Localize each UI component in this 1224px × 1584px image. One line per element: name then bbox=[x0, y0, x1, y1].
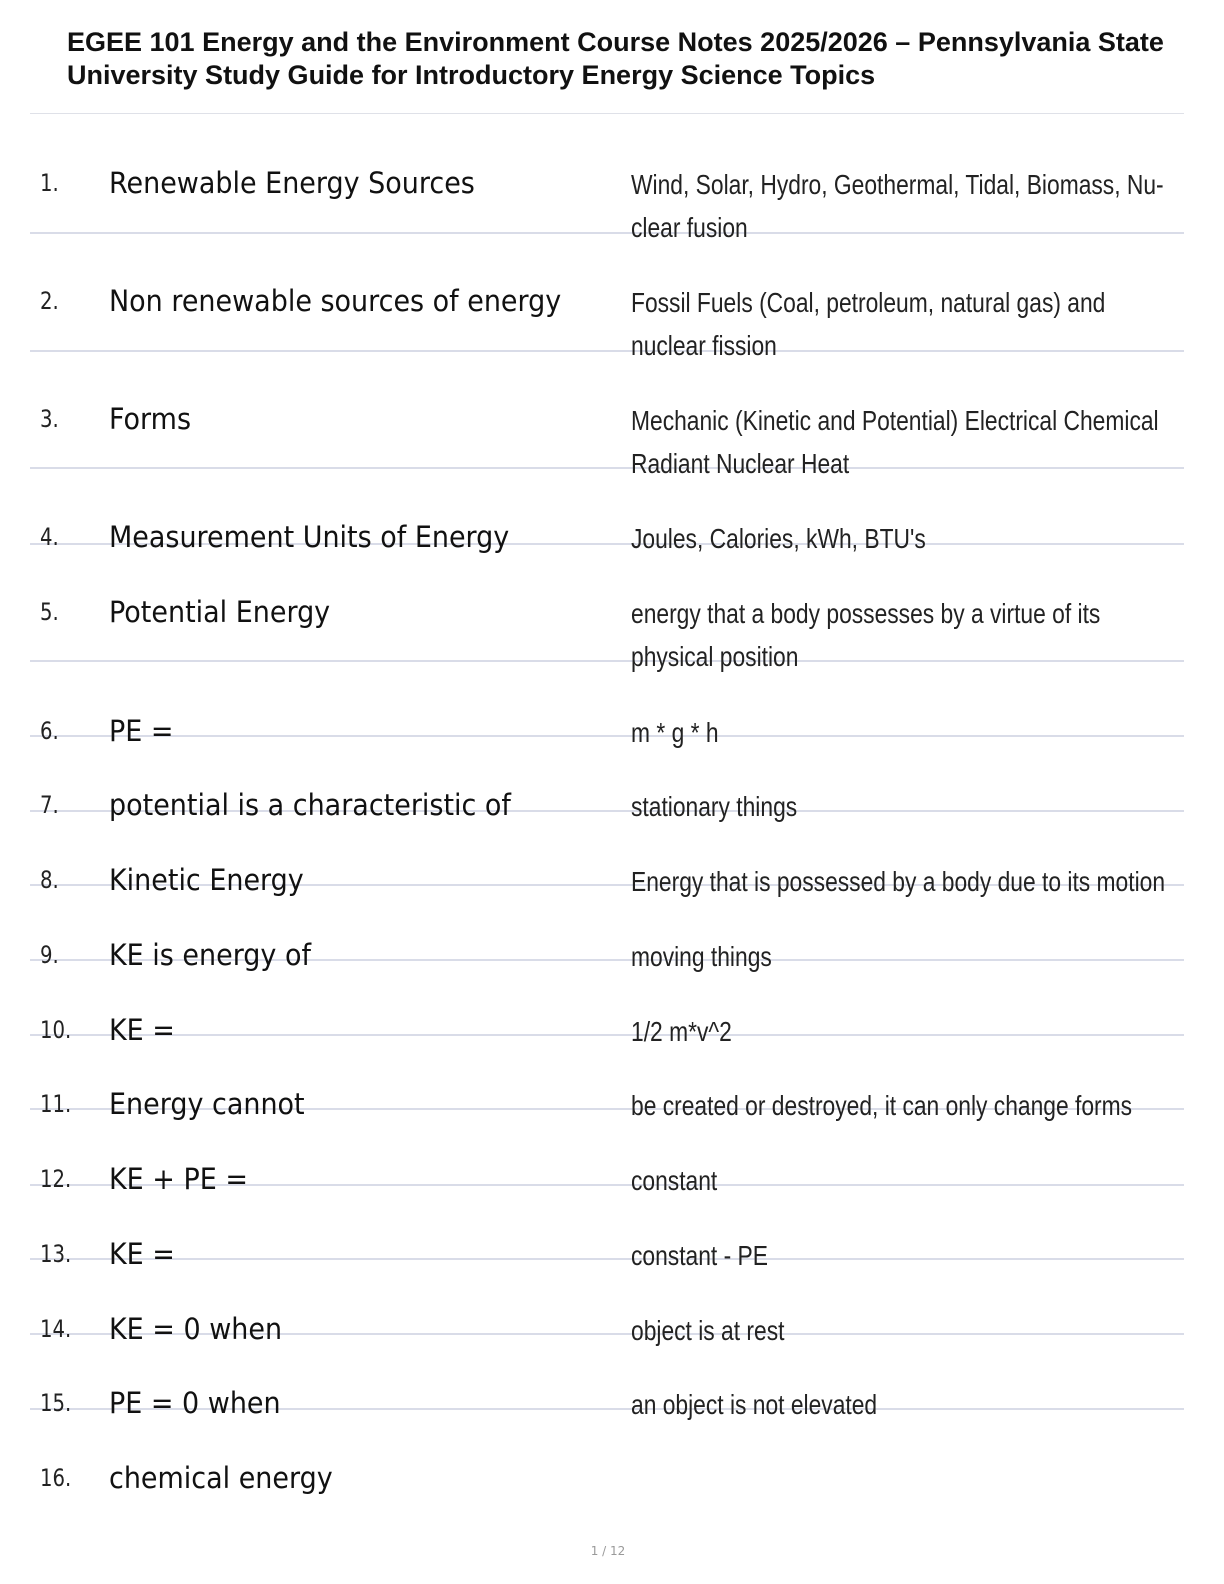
card-term-text: potential is a characteristic of bbox=[109, 788, 511, 822]
card-definition: m * g * h bbox=[631, 717, 719, 748]
card-term-text: PE = bbox=[109, 714, 174, 748]
card-definition: Fossil Fuels (Coal, petroleum, natural gas) and nuclear fission bbox=[631, 287, 1106, 361]
card-number: 8. bbox=[40, 866, 59, 894]
card-term-text: Non renewable sources of energy bbox=[109, 284, 562, 318]
card-number: 9. bbox=[40, 941, 59, 969]
card-term-text: Potential Energy bbox=[109, 595, 331, 629]
card-number: 2. bbox=[40, 287, 59, 315]
card-term-text: chemical energy bbox=[109, 1461, 333, 1495]
card-term-text: PE = 0 when bbox=[109, 1386, 281, 1420]
card-term bbox=[109, 1010, 629, 1050]
card-definition: energy that a body possesses by a virtue of its physical position bbox=[631, 598, 1101, 672]
card-number: 1. bbox=[40, 169, 59, 197]
card-number: 6. bbox=[40, 717, 59, 745]
card-term bbox=[109, 399, 629, 439]
card-term-text: KE = bbox=[109, 1237, 175, 1271]
card-number: 15. bbox=[40, 1389, 72, 1417]
card-number: 11. bbox=[40, 1090, 72, 1118]
card-term-text: KE = 0 when bbox=[109, 1312, 283, 1346]
card-term-text: KE = bbox=[109, 1013, 175, 1047]
card-term bbox=[109, 163, 629, 203]
card-definition: constant bbox=[631, 1165, 718, 1196]
card-term-text: Renewable Energy Sources bbox=[109, 166, 475, 200]
card-term bbox=[109, 935, 629, 975]
card-term-text: Forms bbox=[109, 402, 191, 436]
card-definition: be created or destroyed, it can only change forms bbox=[631, 1090, 1133, 1121]
card-term-text: KE is energy of bbox=[109, 938, 311, 972]
card-number: 10. bbox=[40, 1016, 72, 1044]
card-term bbox=[109, 785, 629, 825]
card-term-text: Energy cannot bbox=[109, 1087, 305, 1121]
card-definition: an object is not elevated bbox=[631, 1389, 878, 1420]
card-number: 7. bbox=[40, 791, 59, 819]
card-term-text: KE + PE = bbox=[109, 1162, 248, 1196]
card-definition: Mechanic (Kinetic and Potential) Electrical Chemical Radiant Nuclear Heat bbox=[631, 405, 1159, 479]
page-indicator: 1 / 12 bbox=[590, 1544, 626, 1558]
card-term bbox=[109, 1234, 629, 1274]
card-term bbox=[109, 711, 629, 751]
card-term bbox=[109, 517, 629, 557]
card-term bbox=[109, 1084, 629, 1124]
card-term bbox=[109, 281, 629, 321]
card-number: 16. bbox=[40, 1464, 72, 1492]
card-definition: object is at rest bbox=[631, 1315, 785, 1346]
card-number: 5. bbox=[40, 598, 59, 626]
card-term bbox=[109, 1309, 629, 1349]
card-number: 14. bbox=[40, 1315, 72, 1343]
card-number: 13. bbox=[40, 1240, 72, 1268]
card-number: 3. bbox=[40, 405, 59, 433]
card-definition: constant - PE bbox=[631, 1240, 768, 1271]
card-term bbox=[109, 592, 629, 632]
card-definition: Wind, Solar, Hydro, Geothermal, Tidal, Biomass, Nu-clear fusion bbox=[631, 169, 1164, 243]
card-number: 12. bbox=[40, 1165, 72, 1193]
card-term-text: Measurement Units of Energy bbox=[109, 520, 510, 554]
card-definition: stationary things bbox=[631, 791, 798, 822]
card-definition: Joules, Calories, kWh, BTU's bbox=[631, 523, 926, 554]
card-definition: 1/2 m*v^2 bbox=[631, 1016, 732, 1047]
card-term bbox=[109, 860, 629, 900]
card-definition: Energy that is possessed by a body due to its motion bbox=[631, 866, 1166, 897]
card-definition: moving things bbox=[631, 941, 772, 972]
card-term-text: Kinetic Energy bbox=[109, 863, 304, 897]
card-term bbox=[109, 1383, 629, 1423]
document-title: EGEE 101 Energy and the Environment Course Notes 2025/2026 – Pennsylvania State University Study Guide for Introductory Energy Science Topics bbox=[67, 27, 1164, 90]
card-term bbox=[109, 1458, 629, 1498]
card-number: 4. bbox=[40, 523, 59, 551]
card-term bbox=[109, 1159, 629, 1199]
